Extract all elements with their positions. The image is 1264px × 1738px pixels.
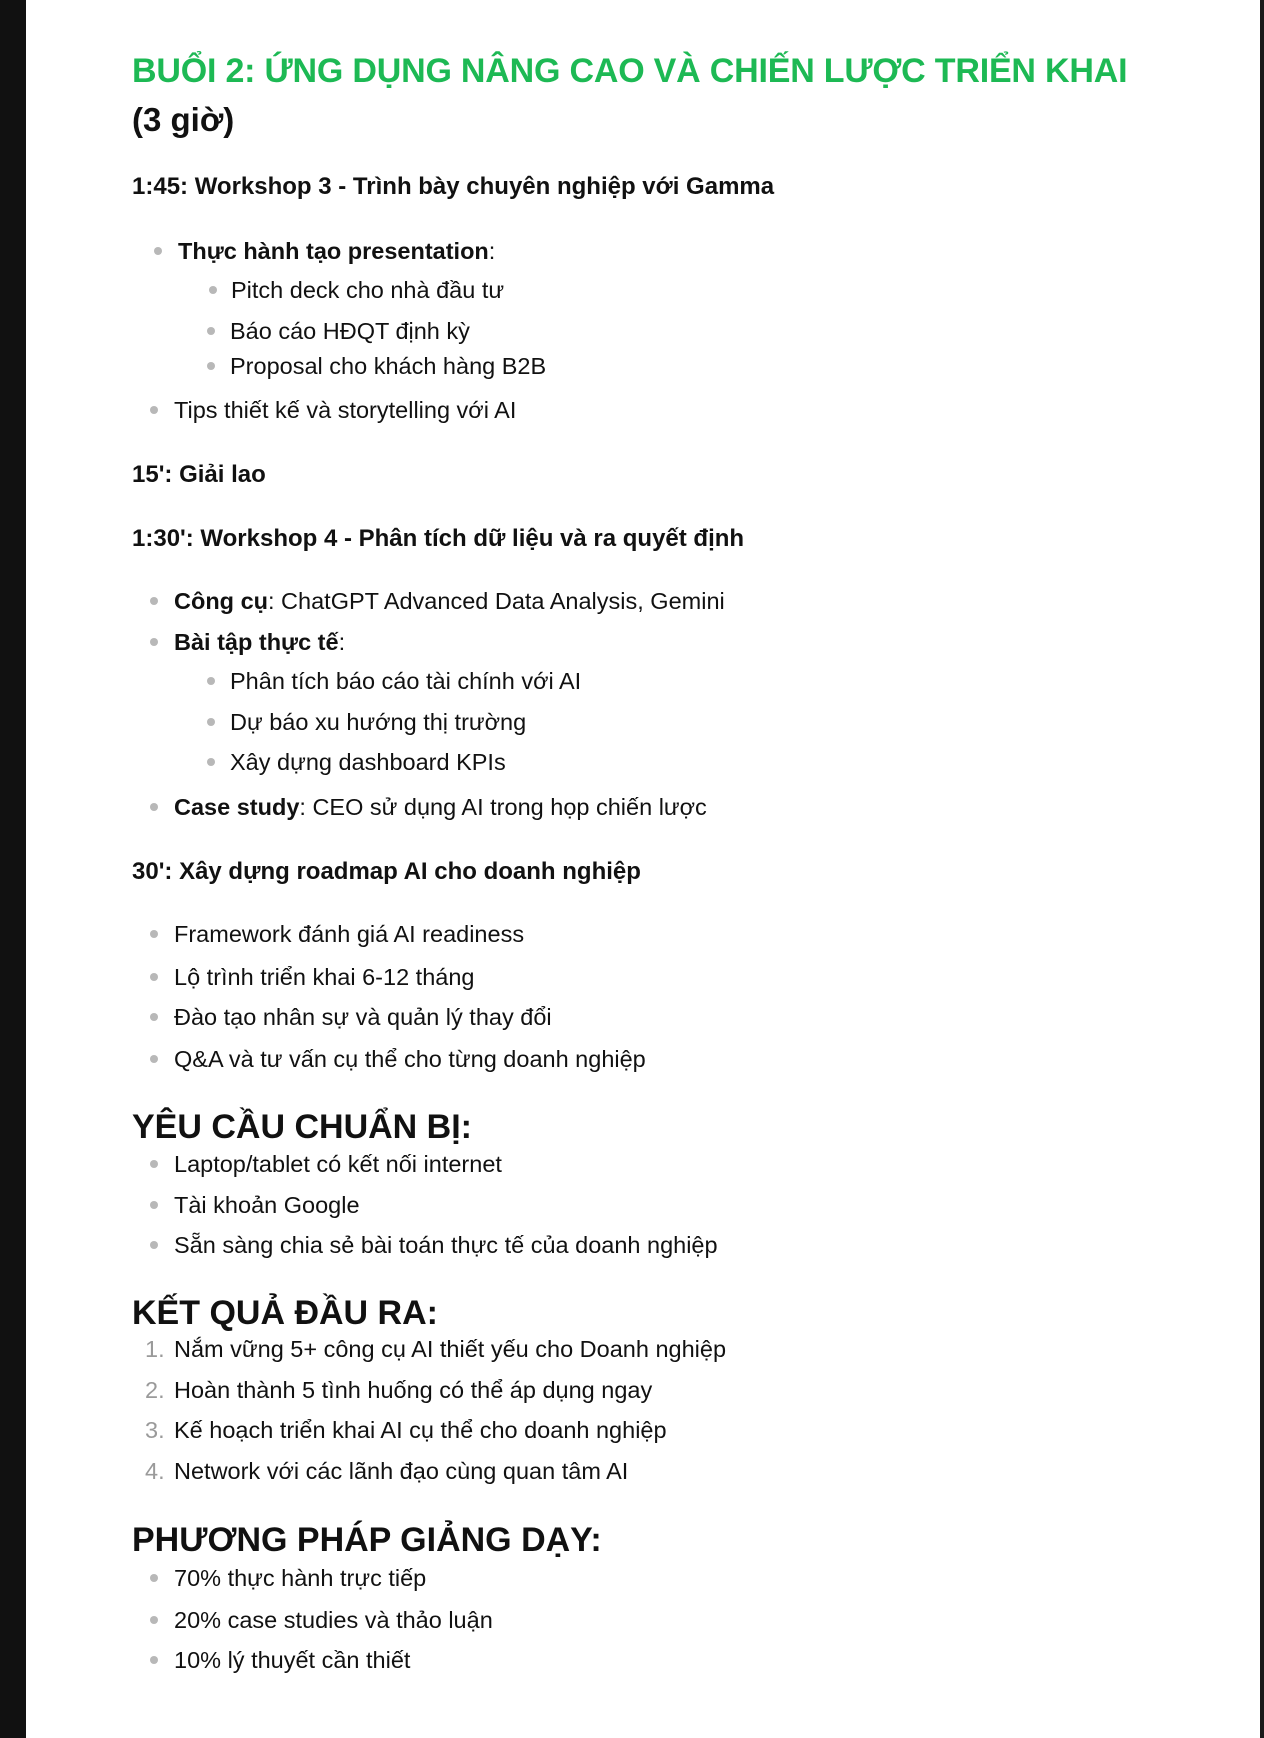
bullet-icon bbox=[150, 1201, 158, 1209]
list-item: Phân tích báo cáo tài chính với AI bbox=[230, 668, 582, 694]
list-item: 20% case studies và thảo luận bbox=[174, 1607, 493, 1633]
list-item: 70% thực hành trực tiếp bbox=[174, 1565, 427, 1591]
bullet-icon bbox=[150, 973, 158, 981]
requirements-heading: YÊU CẦU CHUẨN BỊ: bbox=[132, 1108, 472, 1146]
list-item: Hoàn thành 5 tình huống có thể áp dụng ngay bbox=[174, 1377, 653, 1403]
bullet-icon bbox=[150, 930, 158, 938]
bullet-icon bbox=[207, 718, 215, 726]
list-item: Thực hành tạo presentation: bbox=[178, 238, 496, 264]
bullet-icon bbox=[207, 327, 215, 335]
list-item: Proposal cho khách hàng B2B bbox=[230, 353, 547, 379]
bullet-icon bbox=[150, 1656, 158, 1664]
list-number: 3. bbox=[145, 1417, 165, 1443]
list-item: Lộ trình triển khai 6-12 tháng bbox=[174, 964, 475, 990]
list-item: Q&A và tư vấn cụ thể cho từng doanh nghiệp bbox=[174, 1046, 646, 1072]
list-item: Sẵn sàng chia sẻ bài toán thực tế của doanh nghiệp bbox=[174, 1232, 718, 1258]
list-item: Xây dựng dashboard KPIs bbox=[230, 749, 506, 775]
list-item: Laptop/tablet có kết nối internet bbox=[174, 1151, 502, 1177]
list-item: Dự báo xu hướng thị trường bbox=[230, 709, 527, 735]
bullet-icon bbox=[150, 1574, 158, 1582]
methods-heading: PHƯƠNG PHÁP GIẢNG DẠY: bbox=[132, 1521, 602, 1559]
bullet-icon bbox=[207, 677, 215, 685]
bullet-icon bbox=[150, 1160, 158, 1168]
workshop4-heading: 1:30': Workshop 4 - Phân tích dữ liệu và ra quyết định bbox=[132, 525, 745, 552]
bullet-icon bbox=[207, 362, 215, 370]
list-number: 2. bbox=[145, 1377, 165, 1403]
bullet-icon bbox=[150, 1241, 158, 1249]
list-item: Báo cáo HĐQT định kỳ bbox=[230, 318, 470, 344]
bullet-icon bbox=[207, 758, 215, 766]
bullet-icon bbox=[150, 1055, 158, 1063]
list-number: 4. bbox=[145, 1458, 165, 1484]
bullet-icon bbox=[154, 247, 162, 255]
list-item: Bài tập thực tế: bbox=[174, 629, 346, 655]
list-item: Công cụ: ChatGPT Advanced Data Analysis, Gemini bbox=[174, 588, 725, 614]
bullet-icon bbox=[150, 1616, 158, 1624]
roadmap-heading: 30': Xây dựng roadmap AI cho doanh nghiệp bbox=[132, 858, 641, 885]
bullet-icon bbox=[150, 803, 158, 811]
list-item: 10% lý thuyết cần thiết bbox=[174, 1647, 411, 1673]
list-item: Nắm vững 5+ công cụ AI thiết yếu cho Doanh nghiệp bbox=[174, 1336, 727, 1362]
bullet-icon bbox=[150, 638, 158, 646]
list-item: Tips thiết kế và storytelling với AI bbox=[174, 397, 517, 423]
list-item: Đào tạo nhân sự và quản lý thay đổi bbox=[174, 1004, 552, 1030]
session-duration: (3 giờ) bbox=[132, 101, 235, 138]
bullet-icon bbox=[150, 1013, 158, 1021]
list-item: Kế hoạch triển khai AI cụ thể cho doanh nghiệp bbox=[174, 1417, 667, 1443]
session-title: BUỔI 2: ỨNG DỤNG NÂNG CAO VÀ CHIẾN LƯỢC TRIỂN KHAI bbox=[132, 52, 1128, 90]
bullet-icon bbox=[209, 286, 217, 294]
outcomes-heading: KẾT QUẢ ĐẦU RA: bbox=[132, 1294, 438, 1332]
list-item: Framework đánh giá AI readiness bbox=[174, 921, 525, 947]
bullet-icon bbox=[150, 406, 158, 414]
list-item: Case study: CEO sử dụng AI trong họp chiến lược bbox=[174, 794, 707, 820]
list-item: Tài khoản Google bbox=[174, 1192, 360, 1218]
bullet-icon bbox=[150, 597, 158, 605]
break-heading: 15': Giải lao bbox=[132, 461, 266, 488]
list-item: Pitch deck cho nhà đầu tư bbox=[231, 277, 505, 303]
list-number: 1. bbox=[145, 1336, 165, 1362]
list-item: Network với các lãnh đạo cùng quan tâm AI bbox=[174, 1458, 629, 1484]
workshop3-heading: 1:45: Workshop 3 - Trình bày chuyên nghiệp với Gamma bbox=[132, 173, 775, 200]
